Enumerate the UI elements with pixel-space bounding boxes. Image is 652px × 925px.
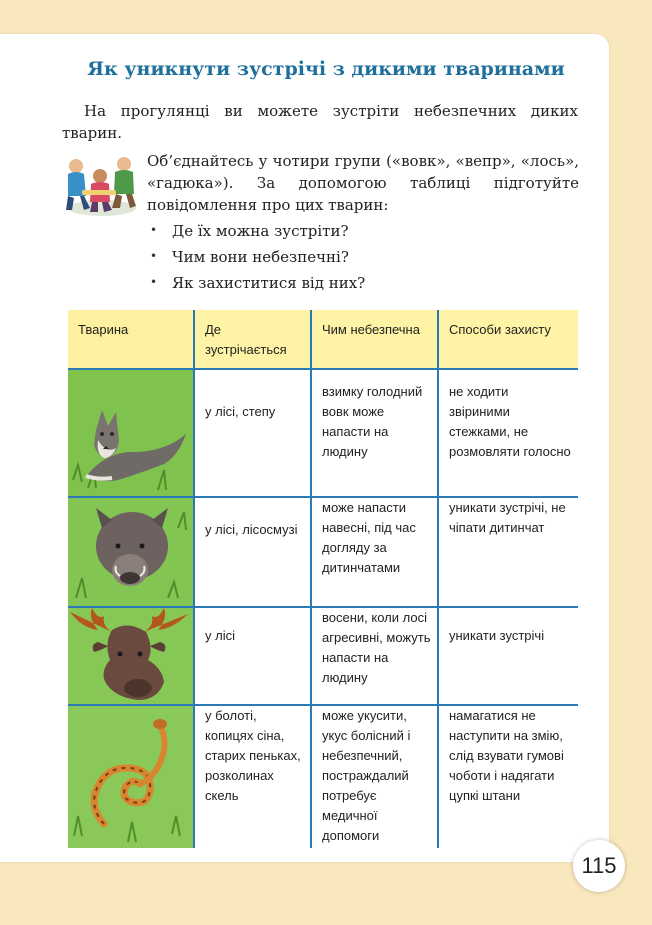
protection-cell: не ходити звіриними стежками, не розмовляти голосно	[449, 384, 571, 459]
table-row	[68, 498, 578, 606]
grid-line	[68, 368, 578, 370]
protection-cell: уникати зустрічі, не чіпати дитинчат	[449, 500, 566, 535]
header-protection: Способи захисту	[439, 310, 578, 368]
danger-cell: може укусити, укус болісний і небезпечний, постраждалий потребує медичної допомоги	[322, 708, 411, 843]
grid-line	[437, 310, 439, 848]
header-danger: Чим небезпечна	[312, 310, 437, 368]
where-cell: у лісі, степу	[205, 404, 276, 419]
intro-paragraph: На прогулянці ви можете зустріти небезпечних диких тварин.	[62, 102, 578, 142]
question-item: • Чим вони небезпечні?	[150, 244, 365, 270]
protection-cell: намагатися не наступити на змію, слід взувати гумові чоботи і надягати цупкі штани	[449, 708, 564, 803]
grid-line	[193, 310, 195, 848]
question-item: • Як захиститися від них?	[150, 270, 365, 296]
viper-illustration	[68, 706, 193, 848]
questions-list	[150, 218, 365, 296]
moose-illustration	[68, 608, 193, 704]
table-row	[68, 608, 578, 704]
danger-cell: восени, коли лосі агресивні, можуть напасти на людину	[322, 610, 431, 685]
animals-table	[68, 310, 578, 848]
where-cell: у лісі	[205, 628, 235, 643]
boar-illustration	[68, 498, 193, 606]
wolf-illustration	[68, 370, 193, 496]
grid-line	[68, 496, 578, 498]
header-where: Де зустрічається	[195, 310, 310, 368]
grid-line	[68, 704, 578, 706]
page-number: 115	[573, 840, 625, 892]
animal-cell	[68, 498, 193, 606]
grid-line	[68, 606, 578, 608]
animal-cell	[68, 608, 193, 704]
where-cell: у лісі, лісосмузі	[205, 522, 298, 537]
where-cell: у болоті, копицях сіна, старих пеньках, розколинах скель	[205, 708, 301, 803]
danger-cell: може напасти навесні, під час догляду за дитинчатами	[322, 500, 416, 575]
task-paragraph: Об’єднайтесь у чотири групи («вовк», «вепр», «лось», «гадюка»). За допомогою таблиці підготуйте повідомлення про цих тварин:	[147, 152, 579, 214]
animal-cell	[68, 370, 193, 496]
header-animal: Тварина	[68, 310, 193, 368]
danger-cell: взимку голодний вовк може напасти на людину	[322, 384, 423, 459]
table-row	[68, 706, 578, 848]
grid-line	[310, 310, 312, 848]
protection-cell: уникати зустрічі	[449, 628, 545, 643]
table-row	[68, 370, 578, 496]
animal-cell	[68, 706, 193, 848]
page-title: Як уникнути зустрічі з дикими тваринами	[87, 58, 565, 80]
question-item: • Де їх можна зустріти?	[150, 218, 365, 244]
group-work-icon	[62, 150, 140, 220]
